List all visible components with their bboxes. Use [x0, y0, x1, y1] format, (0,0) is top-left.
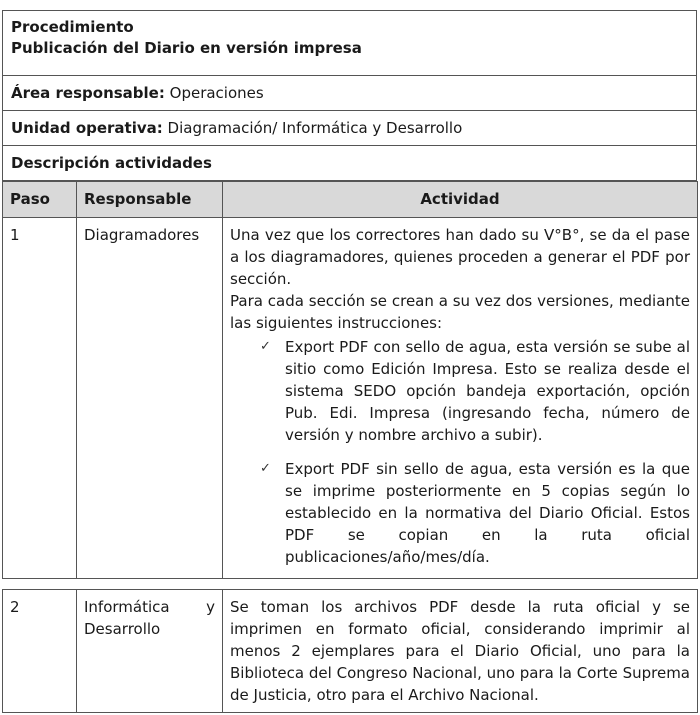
procedure-label: Procedimiento	[11, 18, 134, 36]
row2-responsable	[77, 590, 223, 713]
area-row	[2, 76, 697, 111]
header-responsable: Responsable	[77, 182, 223, 218]
instruction-list	[230, 336, 690, 568]
bullet-text: Export PDF sin sello de agua, esta versión es la que se imprime posteriormente en 5 copias según lo establecido en la normativa del Diario Oficial. Estos PDF se copian en la ruta oficial publicaciones/año/mes/día.	[285, 460, 690, 566]
row1-paso: 1	[3, 218, 77, 579]
header-paso: Paso	[3, 182, 77, 218]
descripcion-row	[2, 146, 697, 181]
row1-responsable: Diagramadores	[77, 218, 223, 579]
header-actividad: Actividad	[223, 182, 698, 218]
unidad-label: Unidad operativa:	[11, 119, 163, 137]
list-item	[260, 336, 690, 446]
table-gap	[3, 579, 698, 590]
list-item	[260, 458, 690, 568]
unidad-value: Diagramación/ Informática y Desarrollo	[167, 119, 463, 137]
row1-actividad	[223, 218, 698, 579]
row2-paso: 2	[3, 590, 77, 713]
row1-paragraph2: Para cada sección se crean a su vez dos versiones, mediante las siguientes instrucciones:	[230, 292, 690, 332]
area-label: Área responsable:	[11, 84, 165, 102]
checkmark-icon: ✓	[260, 339, 271, 354]
table-row	[3, 590, 698, 713]
procedure-header	[2, 10, 697, 76]
bullet-text: Export PDF con sello de agua, esta versión se sube al sitio como Edición Impresa. Esto se realiza desde el sistema SEDO opción bandeja exportación, opción Pub. Edi. Impresa (ingresando fecha, número de versión y nombre archivo a subir).	[285, 338, 690, 444]
unidad-row	[2, 111, 697, 146]
table-header-row	[3, 182, 698, 218]
row1-paragraph1: Una vez que los correctores han dado su V°B°, se da el pase a los diagramadores, quienes proceden a generar el PDF por sección.	[230, 226, 690, 288]
procedure-title: Publicación del Diario en versión impresa	[11, 39, 362, 57]
row2-responsable-line2: Desarrollo	[84, 620, 161, 638]
table-row	[3, 218, 698, 579]
activities-table	[2, 181, 698, 713]
row2-responsable-line1: Informática y	[84, 598, 215, 616]
row2-actividad: Se toman los archivos PDF desde la ruta oficial y se imprimen en formato oficial, considerando imprimir al menos 2 ejemplares para el Diario Oficial, uno para la Biblioteca del Congreso Nacional, uno para la Corte Suprema de Justicia, otro para el Archivo Nacional.	[223, 590, 698, 713]
area-value: Operaciones	[169, 84, 264, 102]
descripcion-label: Descripción actividades	[11, 154, 212, 172]
checkmark-icon: ✓	[260, 461, 271, 476]
